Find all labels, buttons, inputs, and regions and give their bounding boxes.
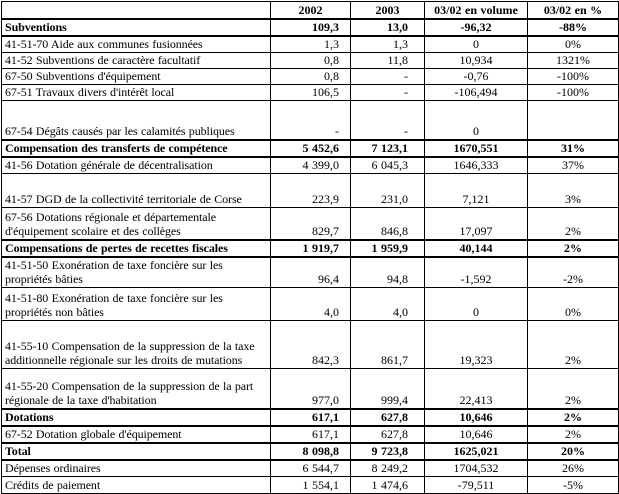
row-label: Subventions (2, 19, 271, 36)
table-row (2, 85, 619, 101)
value-volume: 10,646 (425, 409, 528, 426)
table-row (2, 476, 619, 493)
value-percent: 2% (528, 321, 619, 369)
value-volume: 0 (425, 36, 528, 53)
row-label: 67-52 Dotation globale d'équipement (2, 426, 271, 443)
section-row (2, 19, 619, 36)
value-2003: 1 959,9 (351, 240, 425, 257)
value-volume: 19,323 (425, 321, 528, 369)
value-percent: 1321% (528, 53, 619, 69)
value-2002: 1 919,7 (271, 240, 351, 257)
row-label: 67-51 Travaux divers d'intérêt local (2, 85, 271, 101)
value-2002: 5 452,6 (271, 140, 351, 157)
value-2002: 617,1 (271, 409, 351, 426)
value-2003: 1,3 (351, 36, 425, 53)
value-percent: -100% (528, 85, 619, 101)
value-percent: 2% (528, 426, 619, 443)
row-label: Crédits de paiement (2, 476, 271, 493)
row-label: 41-55-20 Compensation de la suppression de la part régionale de la taxe d'habitation (2, 369, 271, 409)
table-row (2, 426, 619, 443)
value-2002: 829,7 (271, 207, 351, 240)
table-row (2, 69, 619, 85)
value-volume: 1704,532 (425, 460, 528, 477)
value-2002: 109,3 (271, 19, 351, 36)
header-2002: 2002 (271, 2, 351, 20)
row-label: 67-56 Dotations régionale et départementale d'équipement scolaire et des collèges (2, 207, 271, 240)
value-2002: 106,5 (271, 85, 351, 101)
table-row (2, 207, 619, 240)
value-2003: 8 249,2 (351, 460, 425, 477)
row-label: 67-50 Subventions d'équipement (2, 69, 271, 85)
value-percent: 2% (528, 409, 619, 426)
table-row (2, 321, 619, 369)
value-volume: 7,121 (425, 173, 528, 207)
value-volume: -1,592 (425, 257, 528, 288)
value-2003: 846,8 (351, 207, 425, 240)
value-percent: -5% (528, 476, 619, 493)
value-2002: 0,8 (271, 69, 351, 85)
value-2003: 13,0 (351, 19, 425, 36)
row-label: 41-51-50 Exonération de taxe foncière sur les propriétés bâties (2, 257, 271, 288)
row-label: 41-57 DGD de la collectivité territoriale de Corse (2, 173, 271, 207)
value-percent: -100% (528, 69, 619, 85)
table-row (2, 257, 619, 288)
value-2003: 11,8 (351, 53, 425, 69)
value-percent: -2% (528, 257, 619, 288)
value-2003: 1 474,6 (351, 476, 425, 493)
value-2002: 0,8 (271, 53, 351, 69)
header-row (2, 2, 619, 20)
value-percent: 26% (528, 460, 619, 477)
value-volume: -0,76 (425, 69, 528, 85)
value-2002: - (271, 101, 351, 140)
value-2002: 617,1 (271, 426, 351, 443)
value-2002: 96,4 (271, 257, 351, 288)
table-row (2, 369, 619, 409)
value-2003: - (351, 69, 425, 85)
value-volume: -106,494 (425, 85, 528, 101)
budget-table (1, 1, 619, 494)
value-2003: 999,4 (351, 369, 425, 409)
row-label: Total (2, 443, 271, 460)
table-row (2, 157, 619, 174)
header-percent: 03/02 en % (528, 2, 619, 20)
value-percent (528, 101, 619, 140)
value-percent: 2% (528, 369, 619, 409)
value-2002: 1 554,1 (271, 476, 351, 493)
value-2002: 8 098,8 (271, 443, 351, 460)
value-volume: 10,934 (425, 53, 528, 69)
value-percent: -88% (528, 19, 619, 36)
value-percent: 2% (528, 207, 619, 240)
value-2003: 231,0 (351, 173, 425, 207)
value-percent: 31% (528, 140, 619, 157)
value-2003: 4,0 (351, 288, 425, 321)
value-percent: 20% (528, 443, 619, 460)
value-percent: 0% (528, 288, 619, 321)
table-row (2, 101, 619, 140)
section-row (2, 409, 619, 426)
value-percent: 3% (528, 173, 619, 207)
table-row (2, 460, 619, 477)
value-2002: 977,0 (271, 369, 351, 409)
value-2003: 9 723,8 (351, 443, 425, 460)
row-label: Dotations (2, 409, 271, 426)
row-label: 41-56 Dotation générale de décentralisation (2, 157, 271, 174)
value-volume: 1625,021 (425, 443, 528, 460)
value-2003: - (351, 101, 425, 140)
row-label: Compensations de pertes de recettes fiscales (2, 240, 271, 257)
value-volume: 22,413 (425, 369, 528, 409)
value-2003: 7 123,1 (351, 140, 425, 157)
value-2003: 94,8 (351, 257, 425, 288)
row-label: Dépenses ordinaires (2, 460, 271, 477)
value-volume: 1670,551 (425, 140, 528, 157)
value-2003: 861,7 (351, 321, 425, 369)
value-2002: 842,3 (271, 321, 351, 369)
row-label: Compensation des transferts de compétence (2, 140, 271, 157)
value-2002: 1,3 (271, 36, 351, 53)
value-2002: 6 544,7 (271, 460, 351, 477)
value-2003: - (351, 85, 425, 101)
value-volume: 0 (425, 288, 528, 321)
header-label-column (2, 2, 271, 20)
table-row (2, 36, 619, 53)
section-row (2, 240, 619, 257)
table-row (2, 288, 619, 321)
table-row (2, 173, 619, 207)
value-2003: 627,8 (351, 409, 425, 426)
row-label: 41-51-80 Exonération de taxe foncière sur les propriétés non bâties (2, 288, 271, 321)
value-percent: 37% (528, 157, 619, 174)
header-2003: 2003 (351, 2, 425, 20)
section-row (2, 443, 619, 460)
row-label: 41-51-70 Aide aux communes fusionnées (2, 36, 271, 53)
table-body (2, 19, 619, 493)
value-volume: -96,32 (425, 19, 528, 36)
value-2003: 6 045,3 (351, 157, 425, 174)
section-row (2, 140, 619, 157)
value-2003: 627,8 (351, 426, 425, 443)
value-volume: 17,097 (425, 207, 528, 240)
value-2002: 4 399,0 (271, 157, 351, 174)
value-volume: 0 (425, 101, 528, 140)
value-percent: 0% (528, 36, 619, 53)
value-volume: 40,144 (425, 240, 528, 257)
value-volume: 10,646 (425, 426, 528, 443)
row-label: 41-55-10 Compensation de la suppression de la taxe additionnelle régionale sur les droits de mutations (2, 321, 271, 369)
value-percent: 2% (528, 240, 619, 257)
row-label: 67-54 Dégâts causés par les calamités publiques (2, 101, 271, 140)
value-2002: 4,0 (271, 288, 351, 321)
value-volume: 1646,333 (425, 157, 528, 174)
value-volume: -79,511 (425, 476, 528, 493)
table-row (2, 53, 619, 69)
header-volume: 03/02 en volume (425, 2, 528, 20)
value-2002: 223,9 (271, 173, 351, 207)
row-label: 41-52 Subventions de caractère facultatif (2, 53, 271, 69)
